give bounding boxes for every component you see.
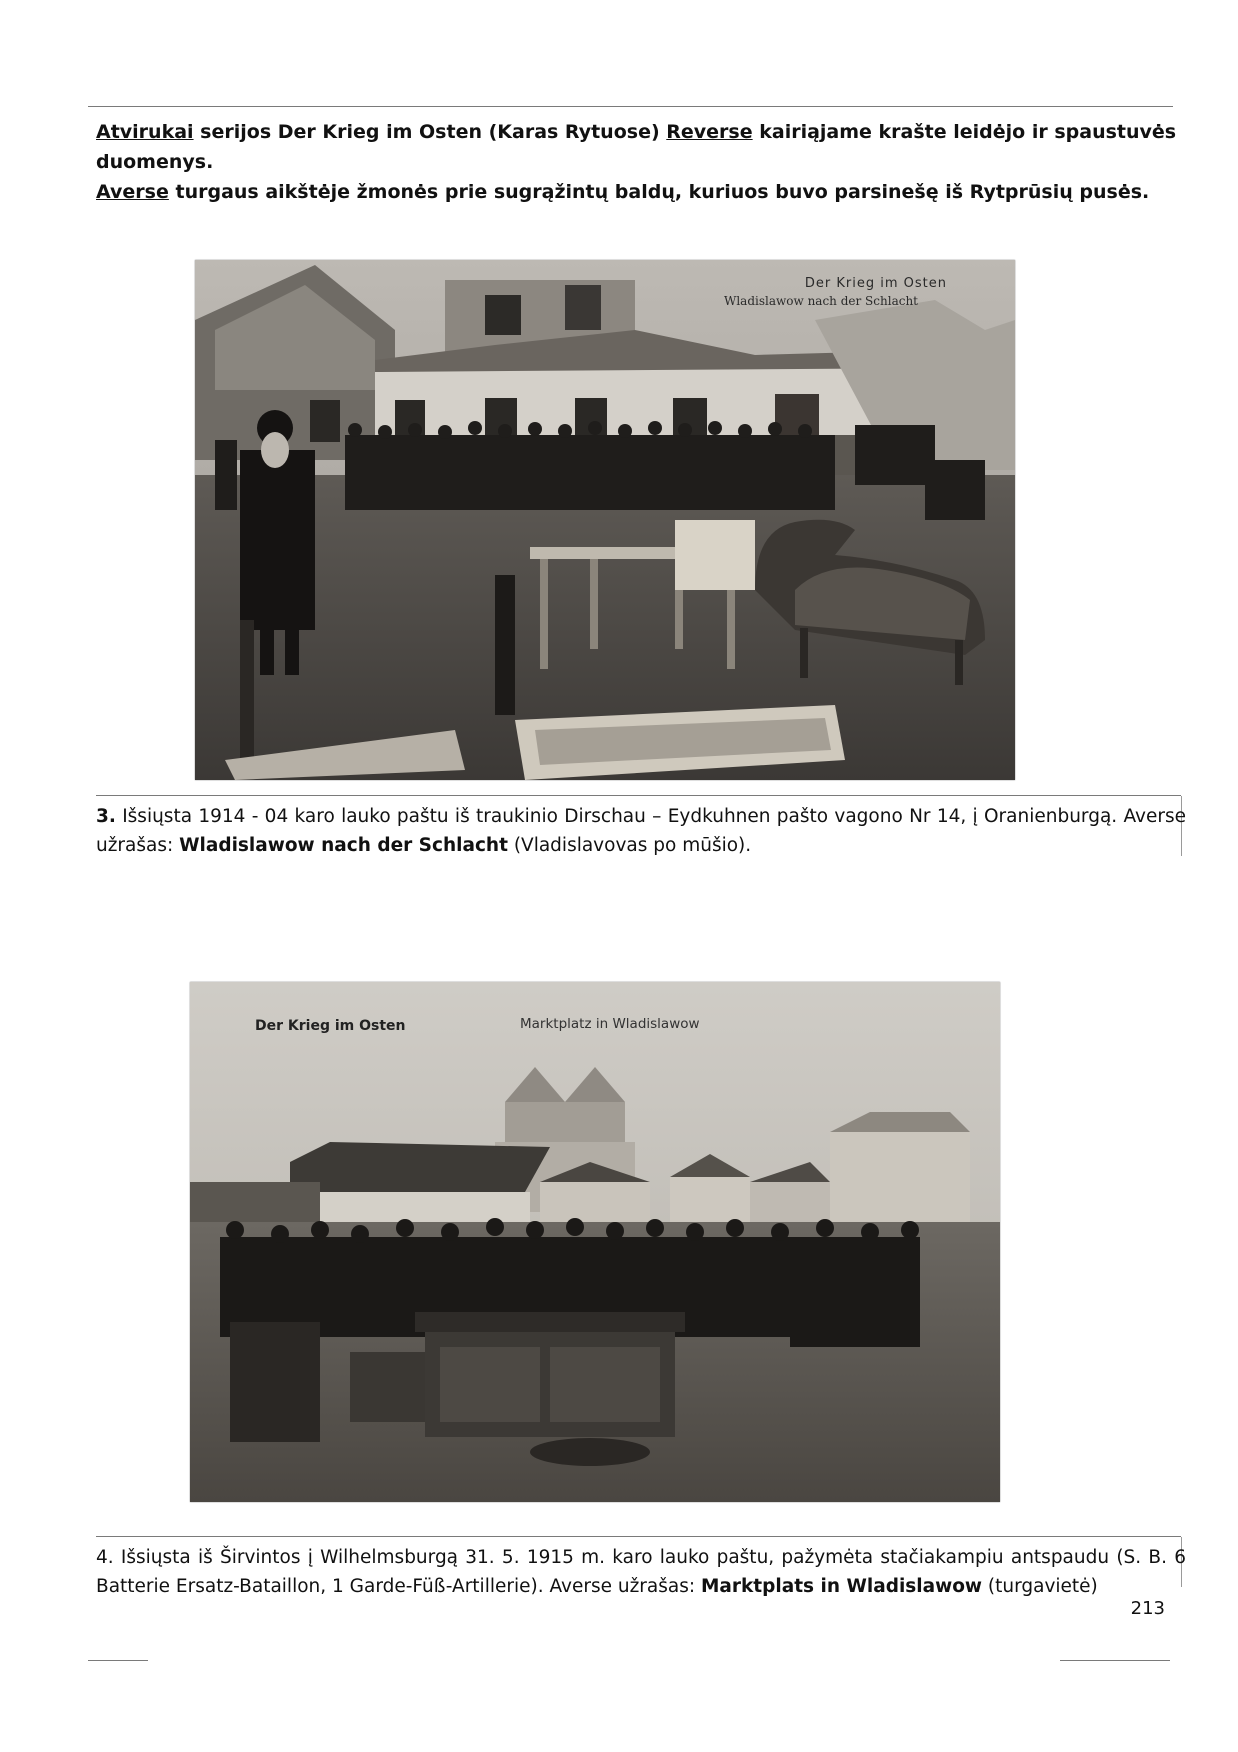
caption-1-bold-title: Wladislawow nach der Schlacht: [179, 835, 508, 856]
bottom-rule-right: [1060, 1660, 1170, 1661]
postcard-2-subtitle: Marktplatz in Wladislawow: [520, 1016, 700, 1032]
caption-2-text: 4. Išsiųsta iš Širvintos į Wilhelmsburgą 31. 5. 1915 m. karo lauko paštu, pažymėta stačiakampiu antspaudu (S. B. 6 Batterie Ersatz-Bataillon, 1 Garde-Füß-Artillerie). Averse užrašas:: [96, 1547, 1186, 1597]
postcard-2-title: Der Krieg im Osten: [255, 1018, 406, 1034]
caption1-top-rule: [96, 795, 1181, 796]
intro-word-reverse: Reverse: [666, 121, 753, 143]
caption2-top-rule: [96, 1536, 1181, 1537]
postcard-1-title: Der Krieg im Osten: [804, 276, 947, 291]
top-rule: [88, 106, 1173, 107]
caption-1: [96, 802, 1186, 860]
caption-2-bold-title: Marktplats in Wladislawow: [700, 1576, 983, 1597]
intro-paragraph: [96, 117, 1186, 207]
postcard-photo-1: [195, 260, 1015, 780]
caption-1-translation: (Vladislavovas po mūšio).: [507, 835, 752, 856]
intro-text-2: kairiąjame krašte leidėjo ir spaustuvės duomenys.: [96, 121, 1177, 173]
intro-word-atvirukai: Atvirukai: [96, 121, 194, 143]
postcard-photo-2: [190, 982, 1000, 1502]
postcard-2-illustration: [190, 982, 1000, 1502]
caption-1-number: 3.: [96, 806, 116, 827]
bottom-rule-left: [88, 1660, 148, 1661]
intro-word-averse: Averse: [96, 181, 169, 203]
caption-2: [96, 1543, 1186, 1601]
page-number: 213: [1130, 1598, 1165, 1619]
intro-text-1: serijos Der Krieg im Osten (Karas Rytuose): [193, 121, 667, 143]
postcard-1-subtitle: Wladislawow nach der Schlacht: [724, 294, 918, 308]
caption-2-translation: (turgavietė): [982, 1576, 1098, 1597]
intro-text-3: turgaus aikštėje žmonės prie sugrąžintų baldų, kuriuos buvo parsinešę iš Rytprūsių pusės.: [168, 181, 1150, 203]
caption-1-text: Išsiųsta 1914 - 04 karo lauko paštu iš traukinio Dirschau – Eydkuhnen pašto vagono Nr 14, į Oranienburgą. Averse užrašas:: [96, 806, 1186, 856]
postcard-1-illustration: [195, 260, 1015, 780]
